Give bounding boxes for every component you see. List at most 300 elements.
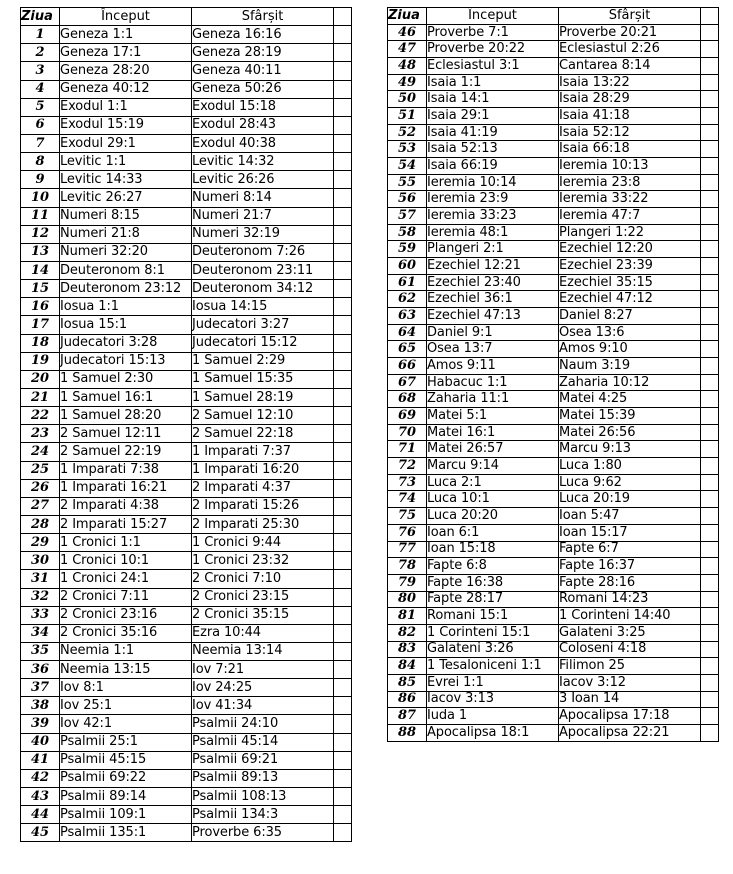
done-checkbox-cell[interactable] [701,441,719,458]
done-checkbox-cell[interactable] [701,674,719,691]
done-checkbox-cell[interactable] [334,334,352,352]
done-checkbox-cell[interactable] [701,724,719,741]
day-number: 50 [388,91,427,108]
end-reference: Romani 14:23 [559,591,701,608]
table-row [21,534,352,552]
done-checkbox-cell[interactable] [334,407,352,425]
done-checkbox-cell[interactable] [701,258,719,275]
end-reference: Ieremia 10:13 [559,158,701,175]
start-reference: Ezechiel 47:13 [427,308,559,325]
day-number: 9 [21,171,60,189]
done-checkbox-cell[interactable] [701,708,719,725]
end-reference: Geneza 50:26 [192,80,334,98]
day-number: 6 [21,116,60,134]
done-checkbox-cell[interactable] [334,788,352,806]
done-checkbox-cell[interactable] [334,280,352,298]
end-reference: 1 Cronici 23:32 [192,552,334,570]
day-number: 8 [21,153,60,171]
done-checkbox-cell[interactable] [701,24,719,41]
table-row [388,624,719,641]
start-reference: 1 Imparati 16:21 [60,479,192,497]
table-row [388,574,719,591]
day-number: 43 [21,788,60,806]
start-reference: Iov 25:1 [60,697,192,715]
table-row [388,158,719,175]
end-reference: Ieremia 47:7 [559,208,701,225]
done-checkbox-cell[interactable] [334,824,352,842]
start-reference: Habacuc 1:1 [427,374,559,391]
end-reference: Iosua 14:15 [192,298,334,316]
day-number: 46 [388,24,427,41]
done-checkbox-cell[interactable] [334,316,352,334]
start-reference: Daniel 9:1 [427,324,559,341]
day-number: 34 [21,624,60,642]
end-reference: Ioan 5:47 [559,508,701,525]
start-reference: Deuteronom 23:12 [60,280,192,298]
end-reference: 2 Imparati 15:26 [192,497,334,515]
end-reference: Iacov 3:12 [559,674,701,691]
end-reference: Zaharia 10:12 [559,374,701,391]
end-reference: 3 Ioan 14 [559,691,701,708]
start-reference: Deuteronom 8:1 [60,261,192,279]
done-checkbox-cell[interactable] [701,191,719,208]
done-checkbox-cell[interactable] [334,207,352,225]
start-reference: Iov 8:1 [60,679,192,697]
end-reference: 2 Cronici 23:15 [192,588,334,606]
day-number: 4 [21,80,60,98]
day-number: 57 [388,208,427,225]
done-checkbox-cell[interactable] [334,98,352,116]
done-checkbox-cell[interactable] [334,552,352,570]
done-checkbox-cell[interactable] [701,591,719,608]
table-row [21,515,352,533]
start-reference: Iacov 3:13 [427,691,559,708]
done-checkbox-cell[interactable] [701,391,719,408]
end-reference: Exodul 40:38 [192,134,334,152]
end-reference: Levitic 26:26 [192,171,334,189]
day-number: 22 [21,407,60,425]
done-checkbox-cell[interactable] [701,574,719,591]
done-checkbox-cell[interactable] [334,171,352,189]
header-row [21,8,352,26]
done-checkbox-cell[interactable] [334,134,352,152]
done-checkbox-cell[interactable] [334,751,352,769]
done-checkbox-cell[interactable] [701,141,719,158]
start-reference: 1 Samuel 28:20 [60,407,192,425]
header-row [388,8,719,25]
done-checkbox-cell[interactable] [334,116,352,134]
day-number: 83 [388,641,427,658]
table-row [388,408,719,425]
done-checkbox-cell[interactable] [701,374,719,391]
table-row [21,552,352,570]
start-reference: Geneza 40:12 [60,80,192,98]
end-reference: Numeri 32:19 [192,225,334,243]
done-checkbox-cell[interactable] [334,769,352,787]
table-row [21,388,352,406]
table-row [21,189,352,207]
table-row [388,474,719,491]
start-reference: Fapte 6:8 [427,558,559,575]
day-number: 37 [21,679,60,697]
end-reference: Numeri 8:14 [192,189,334,207]
done-checkbox-cell[interactable] [701,74,719,91]
day-number: 18 [21,334,60,352]
start-reference: 1 Samuel 2:30 [60,370,192,388]
done-checkbox-cell[interactable] [701,241,719,258]
day-number: 66 [388,358,427,375]
done-checkbox-cell[interactable] [334,26,352,44]
table-row [21,298,352,316]
table-row [388,374,719,391]
day-number: 86 [388,691,427,708]
end-reference: Ieremia 33:22 [559,191,701,208]
table-row [21,334,352,352]
day-number: 41 [21,751,60,769]
end-reference: Judecatori 15:12 [192,334,334,352]
done-checkbox-cell[interactable] [334,443,352,461]
start-reference: 2 Cronici 23:16 [60,606,192,624]
start-reference: 1 Cronici 1:1 [60,534,192,552]
end-reference: Psalmii 108:13 [192,788,334,806]
table-row [388,258,719,275]
table-row [21,243,352,261]
table-row [388,724,719,741]
start-reference: Evrei 1:1 [427,674,559,691]
done-checkbox-cell[interactable] [334,570,352,588]
table-row [21,425,352,443]
end-reference: 1 Cronici 9:44 [192,534,334,552]
start-reference: 1 Cronici 10:1 [60,552,192,570]
end-reference: Matei 26:56 [559,424,701,441]
start-reference: Luca 10:1 [427,491,559,508]
done-checkbox-cell[interactable] [334,715,352,733]
end-reference: 2 Samuel 22:18 [192,425,334,443]
day-number: 56 [388,191,427,208]
done-checkbox-cell[interactable] [334,679,352,697]
done-checkbox-cell[interactable] [334,461,352,479]
done-checkbox-cell[interactable] [701,324,719,341]
end-reference: Geneza 28:19 [192,44,334,62]
day-number: 15 [21,280,60,298]
table-row [21,479,352,497]
start-reference: Ezechiel 12:21 [427,258,559,275]
day-number: 64 [388,324,427,341]
day-number: 7 [21,134,60,152]
table-row [388,641,719,658]
done-checkbox-cell[interactable] [334,425,352,443]
end-reference: Daniel 8:27 [559,308,701,325]
done-checkbox-cell[interactable] [334,243,352,261]
start-reference: Psalmii 135:1 [60,824,192,842]
done-checkbox-cell[interactable] [701,358,719,375]
end-reference: Iov 24:25 [192,679,334,697]
start-reference: Psalmii 69:22 [60,769,192,787]
day-number: 62 [388,291,427,308]
done-checkbox-cell[interactable] [334,733,352,751]
done-checkbox-cell[interactable] [334,153,352,171]
table-row [388,424,719,441]
done-checkbox-cell[interactable] [701,458,719,475]
done-checkbox-cell[interactable] [701,341,719,358]
reading-plan-table-right [387,7,719,742]
start-reference: Plangeri 2:1 [427,241,559,258]
start-reference: Judecatori 15:13 [60,352,192,370]
start-reference: Numeri 32:20 [60,243,192,261]
end-reference: Deuteronom 23:11 [192,261,334,279]
table-row [21,352,352,370]
end-reference: Geneza 40:11 [192,62,334,80]
done-checkbox-cell[interactable] [701,508,719,525]
done-checkbox-cell[interactable] [334,225,352,243]
day-number: 45 [21,824,60,842]
done-checkbox-cell[interactable] [701,524,719,541]
table-row [388,708,719,725]
day-number: 84 [388,658,427,675]
start-reference: 1 Corinteni 15:1 [427,624,559,641]
day-number: 1 [21,26,60,44]
day-number: 47 [388,41,427,58]
done-checkbox-cell[interactable] [701,224,719,241]
done-checkbox-cell[interactable] [701,474,719,491]
header-end: Sfârșit [192,8,334,26]
table-row [21,98,352,116]
done-checkbox-cell[interactable] [334,370,352,388]
day-number: 65 [388,341,427,358]
day-number: 30 [21,552,60,570]
end-reference: Isaia 41:18 [559,108,701,125]
end-reference: Isaia 28:29 [559,91,701,108]
end-reference: Deuteronom 7:26 [192,243,334,261]
day-number: 49 [388,74,427,91]
day-number: 12 [21,225,60,243]
end-reference: Fapte 16:37 [559,558,701,575]
end-reference: Marcu 9:13 [559,441,701,458]
table-body-left [21,26,352,842]
done-checkbox-cell[interactable] [701,641,719,658]
day-number: 59 [388,241,427,258]
done-checkbox-cell[interactable] [334,697,352,715]
end-reference: 1 Samuel 2:29 [192,352,334,370]
done-checkbox-cell[interactable] [334,661,352,679]
table-row [388,658,719,675]
table-row [21,280,352,298]
day-number: 75 [388,508,427,525]
start-reference: Luca 20:20 [427,508,559,525]
start-reference: Fapte 16:38 [427,574,559,591]
table-row [21,44,352,62]
table-row [388,541,719,558]
table-row [388,674,719,691]
done-checkbox-cell[interactable] [701,691,719,708]
day-number: 60 [388,258,427,275]
header-start: Început [427,8,559,25]
day-number: 38 [21,697,60,715]
end-reference: Levitic 14:32 [192,153,334,171]
end-reference: 1 Imparati 7:37 [192,443,334,461]
done-checkbox-cell[interactable] [334,515,352,533]
table-row [388,208,719,225]
done-checkbox-cell[interactable] [334,606,352,624]
day-number: 72 [388,458,427,475]
done-checkbox-cell[interactable] [701,608,719,625]
table-row [388,591,719,608]
table-row [21,134,352,152]
day-number: 61 [388,274,427,291]
end-reference: Luca 1:80 [559,458,701,475]
done-checkbox-cell[interactable] [701,308,719,325]
start-reference: Geneza 1:1 [60,26,192,44]
start-reference: Matei 16:1 [427,424,559,441]
done-checkbox-cell[interactable] [701,208,719,225]
start-reference: Ioan 15:18 [427,541,559,558]
table-row [388,274,719,291]
table-row [388,41,719,58]
day-number: 5 [21,98,60,116]
table-row [21,788,352,806]
done-checkbox-cell[interactable] [701,124,719,141]
day-number: 85 [388,674,427,691]
start-reference: Exodul 29:1 [60,134,192,152]
end-reference: Amos 9:10 [559,341,701,358]
done-checkbox-cell[interactable] [701,91,719,108]
day-number: 74 [388,491,427,508]
done-checkbox-cell[interactable] [701,424,719,441]
table-row [388,241,719,258]
done-checkbox-cell[interactable] [334,588,352,606]
done-checkbox-cell[interactable] [334,80,352,98]
start-reference: Isaia 66:19 [427,158,559,175]
start-reference: 2 Cronici 7:11 [60,588,192,606]
day-number: 54 [388,158,427,175]
day-number: 36 [21,661,60,679]
done-checkbox-cell[interactable] [701,158,719,175]
start-reference: Ezechiel 23:40 [427,274,559,291]
start-reference: Geneza 28:20 [60,62,192,80]
done-checkbox-cell[interactable] [334,388,352,406]
start-reference: Geneza 17:1 [60,44,192,62]
table-row [388,24,719,41]
start-reference: Marcu 9:14 [427,458,559,475]
day-number: 24 [21,443,60,461]
table-row [21,370,352,388]
done-checkbox-cell[interactable] [334,352,352,370]
end-reference: Ioan 15:17 [559,524,701,541]
end-reference: Psalmii 134:3 [192,806,334,824]
done-checkbox-cell[interactable] [701,41,719,58]
done-checkbox-cell[interactable] [701,541,719,558]
done-checkbox-cell[interactable] [334,44,352,62]
done-checkbox-cell[interactable] [334,642,352,660]
end-reference: Iov 7:21 [192,661,334,679]
start-reference: Ieremia 10:14 [427,174,559,191]
done-checkbox-cell[interactable] [701,274,719,291]
start-reference: Ioan 6:1 [427,524,559,541]
done-checkbox-cell[interactable] [701,658,719,675]
header-start: Început [60,8,192,26]
start-reference: Isaia 52:13 [427,141,559,158]
table-row [21,751,352,769]
end-reference: Coloseni 4:18 [559,641,701,658]
done-checkbox-cell[interactable] [701,491,719,508]
done-checkbox-cell[interactable] [701,624,719,641]
start-reference: Matei 26:57 [427,441,559,458]
start-reference: Psalmii 25:1 [60,733,192,751]
day-number: 88 [388,724,427,741]
start-reference: Numeri 21:8 [60,225,192,243]
done-checkbox-cell[interactable] [334,298,352,316]
table-row [388,608,719,625]
day-number: 31 [21,570,60,588]
done-checkbox-cell[interactable] [701,558,719,575]
done-checkbox-cell[interactable] [701,291,719,308]
table-row [388,458,719,475]
day-number: 40 [21,733,60,751]
done-checkbox-cell[interactable] [334,261,352,279]
start-reference: Isaia 29:1 [427,108,559,125]
end-reference: Neemia 13:14 [192,642,334,660]
end-reference: Isaia 52:12 [559,124,701,141]
done-checkbox-cell[interactable] [334,534,352,552]
day-number: 52 [388,124,427,141]
end-reference: Proverbe 20:21 [559,24,701,41]
day-number: 53 [388,141,427,158]
start-reference: Psalmii 89:14 [60,788,192,806]
end-reference: 1 Corinteni 14:40 [559,608,701,625]
done-checkbox-cell[interactable] [701,58,719,75]
day-number: 87 [388,708,427,725]
day-number: 20 [21,370,60,388]
done-checkbox-cell[interactable] [334,62,352,80]
day-number: 27 [21,497,60,515]
start-reference: 2 Cronici 35:16 [60,624,192,642]
end-reference: Naum 3:19 [559,358,701,375]
day-number: 73 [388,474,427,491]
done-checkbox-cell[interactable] [701,108,719,125]
table-row [388,691,719,708]
day-number: 81 [388,608,427,625]
done-checkbox-cell[interactable] [334,806,352,824]
start-reference: Isaia 41:19 [427,124,559,141]
done-checkbox-cell[interactable] [334,624,352,642]
table-row [21,570,352,588]
day-number: 79 [388,574,427,591]
table-row [21,661,352,679]
day-number: 13 [21,243,60,261]
table-row [21,497,352,515]
start-reference: Ieremia 33:23 [427,208,559,225]
end-reference: Cantarea 8:14 [559,58,701,75]
end-reference: Ezechiel 23:39 [559,258,701,275]
done-checkbox-cell[interactable] [334,497,352,515]
header-day: Ziua [21,8,60,26]
end-reference: Geneza 16:16 [192,26,334,44]
done-checkbox-cell[interactable] [334,189,352,207]
done-checkbox-cell[interactable] [701,408,719,425]
table-row [21,588,352,606]
day-number: 29 [21,534,60,552]
day-number: 55 [388,174,427,191]
day-number: 23 [21,425,60,443]
header-check [701,8,719,25]
table-row [21,624,352,642]
done-checkbox-cell[interactable] [701,174,719,191]
end-reference: Matei 4:25 [559,391,701,408]
table-row [388,91,719,108]
end-reference: 2 Cronici 7:10 [192,570,334,588]
table-row [21,769,352,787]
done-checkbox-cell[interactable] [334,479,352,497]
